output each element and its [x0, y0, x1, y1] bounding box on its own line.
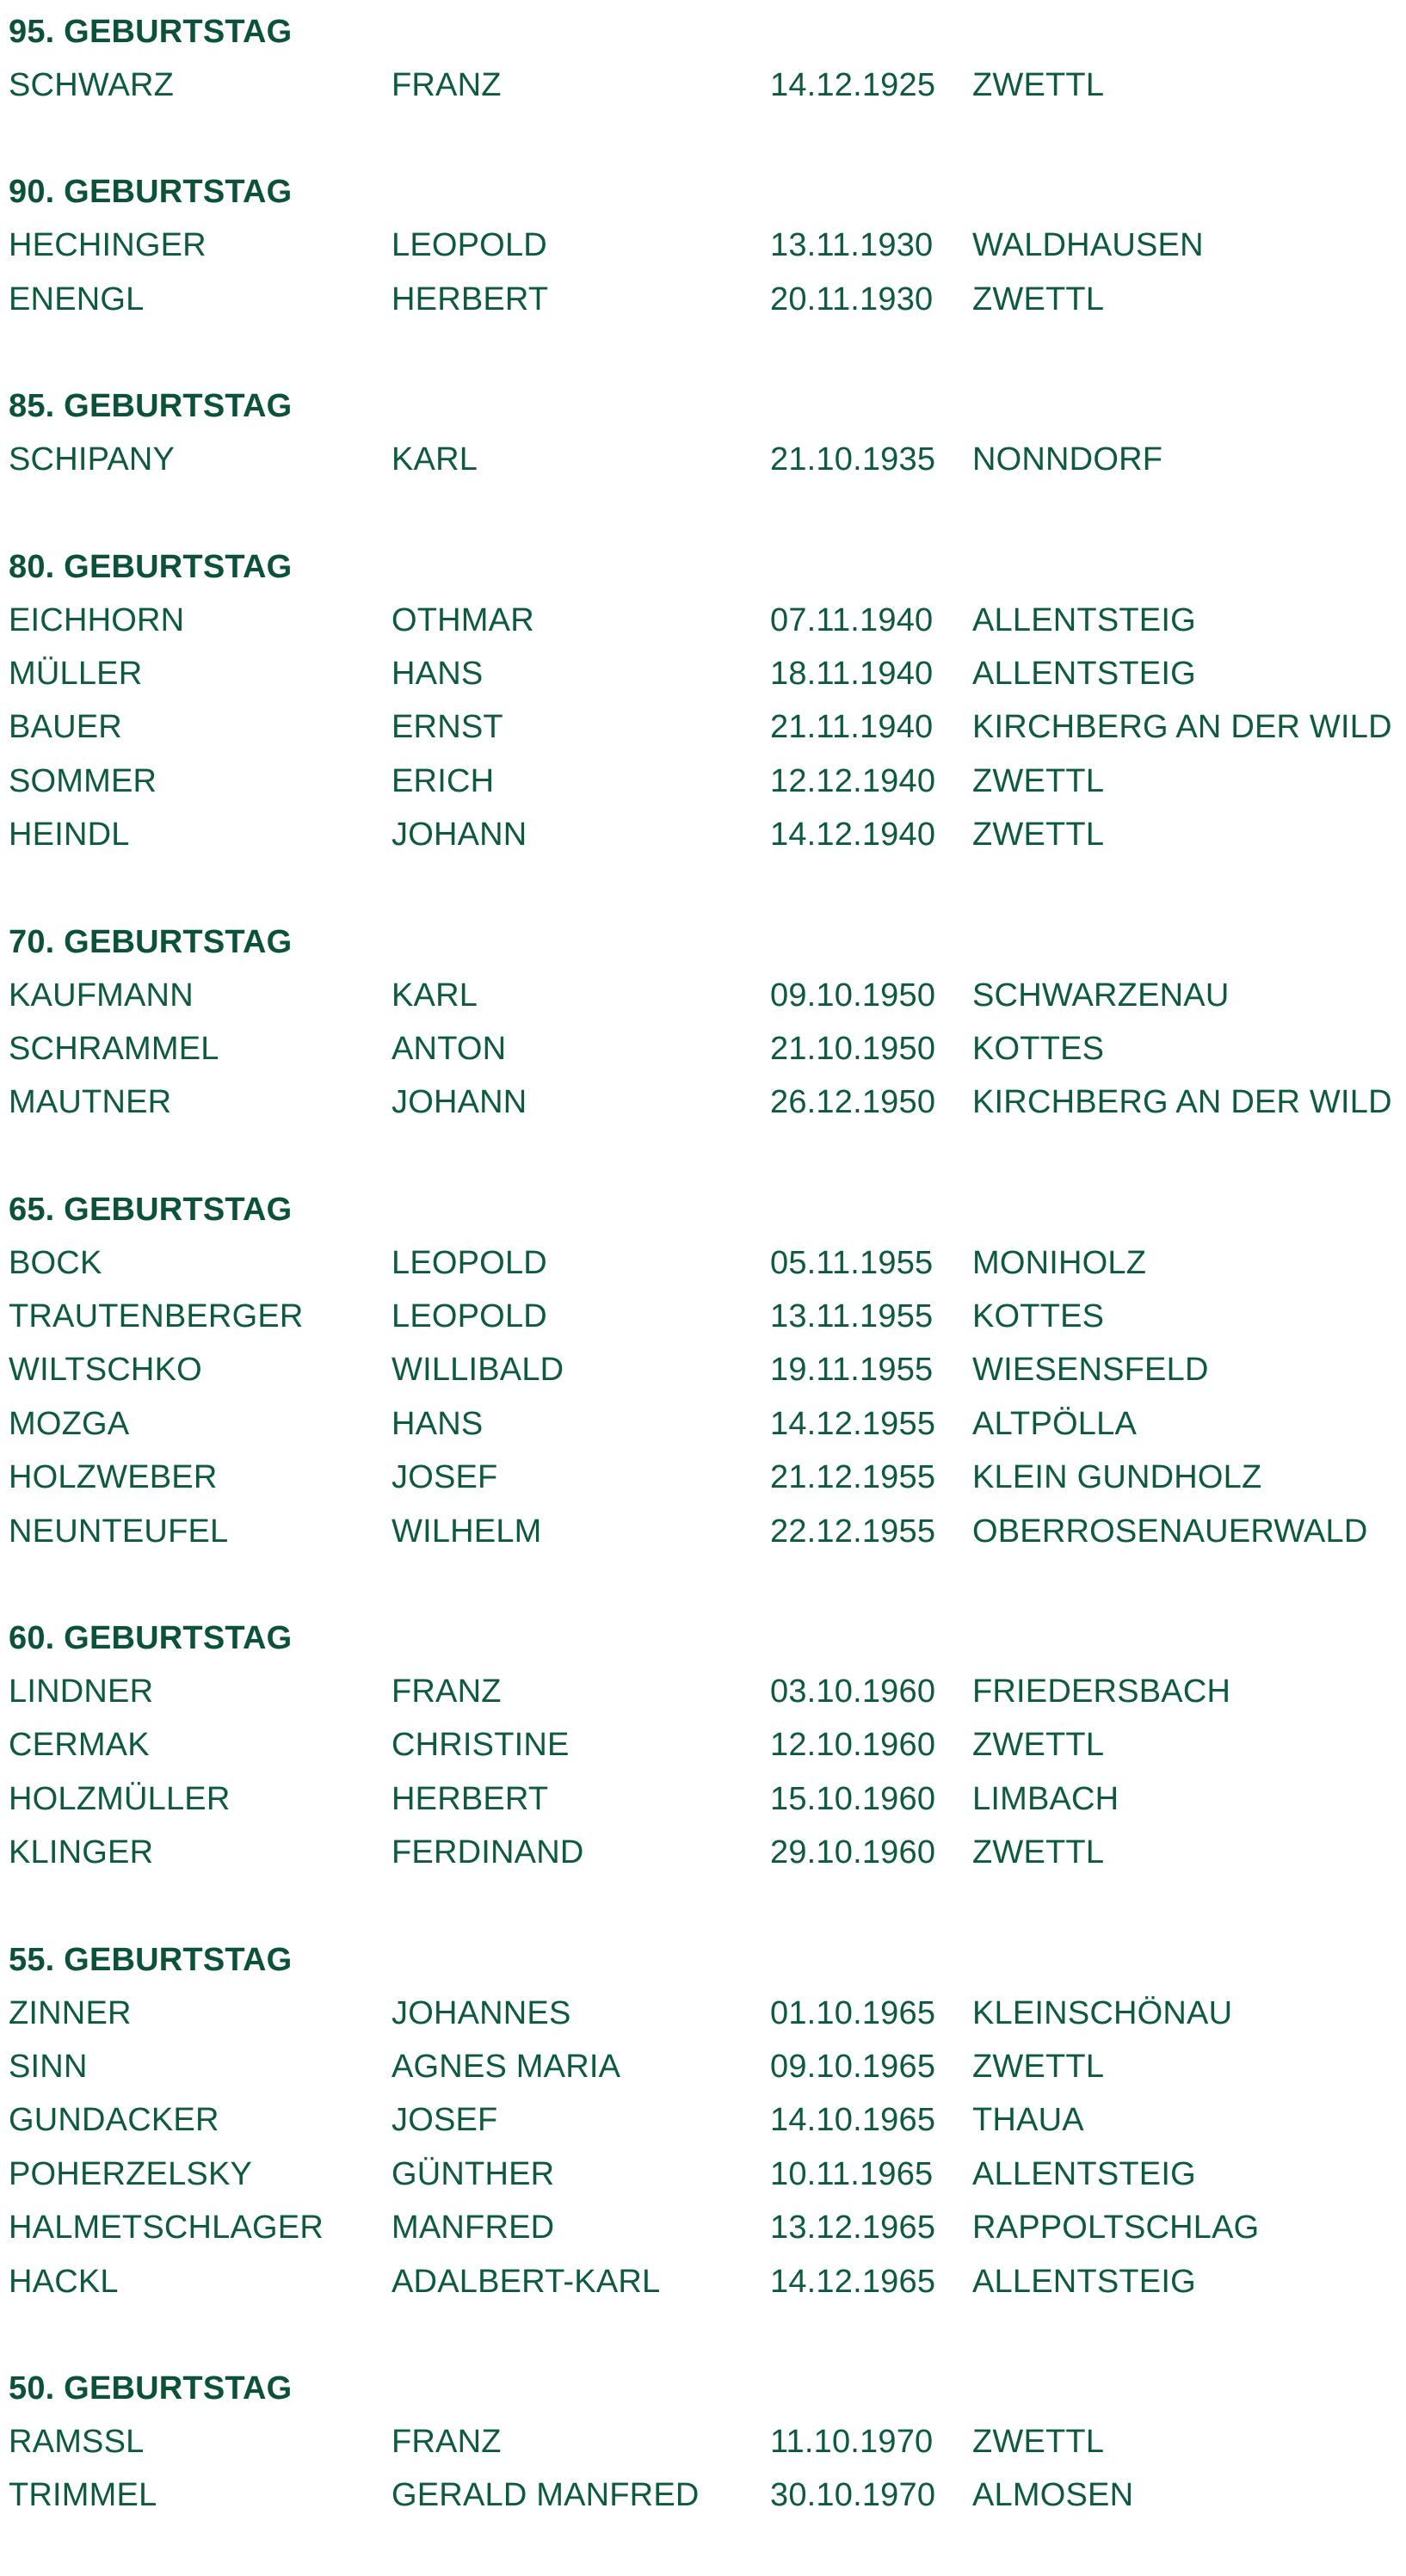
last-name: HECHINGER — [9, 227, 207, 264]
last-name: ENENGL — [9, 280, 145, 317]
person-row — [9, 2201, 1394, 2254]
person-row — [9, 2415, 1394, 2468]
person-row — [9, 1772, 1394, 1826]
last-name: BAUER — [9, 709, 122, 746]
birth-date: 13.11.1955 — [770, 1298, 934, 1335]
first-name: ANTON — [392, 1030, 507, 1067]
person-row — [9, 1451, 1394, 1504]
first-name: OTHMAR — [392, 601, 534, 638]
section-heading: 80. GEBURTSTAG — [9, 548, 293, 585]
person-row — [9, 2093, 1394, 2147]
birth-date: 12.10.1960 — [770, 1727, 936, 1764]
person-row — [9, 219, 1394, 272]
place-name: ALTPÖLLA — [972, 1405, 1137, 1442]
birth-date: 21.10.1950 — [770, 1030, 936, 1067]
birth-date: 18.11.1940 — [770, 655, 934, 692]
birth-date: 13.12.1965 — [770, 2209, 936, 2246]
first-name: WILHELM — [392, 1513, 542, 1550]
birthday-section — [9, 165, 1394, 326]
place-name: KIRCHBERG AN DER WILD — [972, 1084, 1392, 1121]
person-row — [9, 969, 1394, 1022]
place-name: LIMBACH — [972, 1780, 1119, 1817]
birth-date: 07.11.1940 — [770, 601, 934, 638]
person-row — [9, 1718, 1394, 1772]
first-name: LEOPOLD — [392, 1244, 547, 1281]
person-row — [9, 433, 1394, 486]
last-name: SINN — [9, 2048, 88, 2085]
birth-date: 13.11.1930 — [770, 227, 934, 264]
person-row — [9, 1075, 1394, 1129]
person-row — [9, 1665, 1394, 1718]
birth-date: 21.12.1955 — [770, 1459, 936, 1496]
last-name: CERMAK — [9, 1727, 150, 1764]
last-name: SCHIPANY — [9, 441, 176, 478]
place-name: ALLENTSTEIG — [972, 601, 1196, 638]
last-name: KLINGER — [9, 1834, 154, 1871]
birth-date: 10.11.1965 — [770, 2155, 934, 2192]
first-name: FRANZ — [392, 67, 502, 103]
first-name: CHRISTINE — [392, 1727, 570, 1764]
first-name: FERDINAND — [392, 1834, 584, 1871]
last-name: SOMMER — [9, 762, 157, 799]
birth-date: 14.10.1965 — [770, 2102, 936, 2139]
person-row — [9, 755, 1394, 808]
last-name: HOLZMÜLLER — [9, 1780, 231, 1817]
birthday-section — [9, 915, 1394, 1130]
person-row — [9, 700, 1394, 754]
last-name: WILTSCHKO — [9, 1352, 202, 1389]
last-name: HACKL — [9, 2263, 119, 2300]
place-name: RAPPOLTSCHLAG — [972, 2209, 1260, 2246]
first-name: HERBERT — [392, 1780, 549, 1817]
last-name: MAUTNER — [9, 1084, 172, 1121]
place-name: SCHWARZENAU — [972, 977, 1230, 1014]
birth-date: 01.10.1965 — [770, 1994, 936, 2031]
birthday-section — [9, 1933, 1394, 2308]
last-name: KAUFMANN — [9, 977, 194, 1014]
last-name: ZINNER — [9, 1994, 132, 2031]
place-name: ZWETTL — [972, 1727, 1105, 1764]
person-row — [9, 1987, 1394, 2040]
birth-date: 14.12.1955 — [770, 1405, 936, 1442]
place-name: ZWETTL — [972, 2423, 1105, 2460]
place-name: ZWETTL — [972, 67, 1105, 103]
first-name: AGNES MARIA — [392, 2048, 621, 2085]
birth-date: 14.12.1940 — [770, 817, 936, 854]
last-name: TRAUTENBERGER — [9, 1298, 304, 1335]
place-name: KLEIN GUNDHOLZ — [972, 1459, 1262, 1496]
person-row — [9, 1397, 1394, 1451]
section-heading: 95. GEBURTSTAG — [9, 14, 293, 50]
first-name: GERALD MANFRED — [392, 2477, 700, 2514]
first-name: JOSEF — [392, 2102, 498, 2139]
first-name: HANS — [392, 655, 484, 692]
first-name: KARL — [392, 441, 478, 478]
last-name: TRIMMEL — [9, 2477, 157, 2514]
first-name: ERNST — [392, 709, 503, 746]
birth-date: 29.10.1960 — [770, 1834, 936, 1871]
birth-date: 09.10.1965 — [770, 2048, 936, 2085]
last-name: HOLZWEBER — [9, 1459, 218, 1496]
first-name: JOHANNES — [392, 1994, 571, 2031]
last-name: SCHWARZ — [9, 67, 175, 103]
person-row — [9, 594, 1394, 647]
birthday-section — [9, 1183, 1394, 1558]
last-name: EICHHORN — [9, 601, 185, 638]
last-name: MOZGA — [9, 1405, 130, 1442]
section-heading: 60. GEBURTSTAG — [9, 1620, 293, 1657]
last-name: HEINDL — [9, 817, 130, 854]
person-row — [9, 1290, 1394, 1343]
section-heading: 65. GEBURTSTAG — [9, 1191, 293, 1228]
person-row — [9, 2040, 1394, 2093]
person-row — [9, 647, 1394, 700]
first-name: ADALBERT-KARL — [392, 2263, 661, 2300]
place-name: ZWETTL — [972, 280, 1105, 317]
birth-date: 11.10.1970 — [770, 2423, 934, 2460]
last-name: NEUNTEUFEL — [9, 1513, 229, 1550]
place-name: ALLENTSTEIG — [972, 655, 1196, 692]
section-heading: 55. GEBURTSTAG — [9, 1941, 293, 1978]
section-heading: 70. GEBURTSTAG — [9, 923, 293, 960]
birth-date: 15.10.1960 — [770, 1780, 936, 1817]
birthday-section — [9, 5, 1394, 112]
last-name: SCHRAMMEL — [9, 1030, 219, 1067]
birthday-section — [9, 2362, 1394, 2523]
birthday-section — [9, 540, 1394, 862]
first-name: WILLIBALD — [392, 1352, 564, 1389]
first-name: HERBERT — [392, 280, 549, 317]
place-name: KIRCHBERG AN DER WILD — [972, 709, 1392, 746]
person-row — [9, 808, 1394, 861]
birth-date: 03.10.1960 — [770, 1673, 936, 1710]
last-name: POHERZELSKY — [9, 2155, 253, 2192]
first-name: ERICH — [392, 762, 495, 799]
birth-date: 30.10.1970 — [770, 2477, 936, 2514]
birth-date: 26.12.1950 — [770, 1084, 936, 1121]
person-row — [9, 2148, 1394, 2201]
place-name: ZWETTL — [972, 762, 1105, 799]
first-name: JOSEF — [392, 1459, 498, 1496]
place-name: KOTTES — [972, 1298, 1105, 1335]
last-name: BOCK — [9, 1244, 102, 1281]
first-name: HANS — [392, 1405, 484, 1442]
birth-date: 14.12.1965 — [770, 2263, 936, 2300]
place-name: KLEINSCHÖNAU — [972, 1994, 1233, 2031]
person-row — [9, 1343, 1394, 1396]
place-name: ZWETTL — [972, 817, 1105, 854]
section-heading: 90. GEBURTSTAG — [9, 174, 293, 211]
section-heading: 85. GEBURTSTAG — [9, 388, 293, 425]
birthday-section — [9, 1612, 1394, 1880]
person-row — [9, 1022, 1394, 1075]
last-name: GUNDACKER — [9, 2102, 219, 2139]
first-name: MANFRED — [392, 2209, 555, 2246]
place-name: FRIEDERSBACH — [972, 1673, 1231, 1710]
last-name: LINDNER — [9, 1673, 154, 1710]
birth-date: 05.11.1955 — [770, 1244, 934, 1281]
birth-date: 21.10.1935 — [770, 441, 936, 478]
first-name: LEOPOLD — [392, 1298, 547, 1335]
person-row — [9, 1826, 1394, 1879]
place-name: ALMOSEN — [972, 2477, 1134, 2514]
last-name: MÜLLER — [9, 655, 143, 692]
first-name: KARL — [392, 977, 478, 1014]
first-name: JOHANN — [392, 817, 527, 854]
birthday-list — [9, 5, 1394, 2576]
first-name: FRANZ — [392, 1673, 502, 1710]
place-name: THAUA — [972, 2102, 1084, 2139]
first-name: GÜNTHER — [392, 2155, 555, 2192]
first-name: FRANZ — [392, 2423, 502, 2460]
place-name: MONIHOLZ — [972, 1244, 1147, 1281]
person-row — [9, 2468, 1394, 2522]
place-name: NONNDORF — [972, 441, 1163, 478]
birth-date: 20.11.1930 — [770, 280, 934, 317]
person-row — [9, 1236, 1394, 1290]
place-name: WALDHAUSEN — [972, 227, 1204, 264]
person-row — [9, 2255, 1394, 2308]
place-name: WIESENSFELD — [972, 1352, 1209, 1389]
place-name: ZWETTL — [972, 1834, 1105, 1871]
birthday-section — [9, 379, 1394, 486]
place-name: OBERROSENAUERWALD — [972, 1513, 1368, 1550]
place-name: ZWETTL — [972, 2048, 1105, 2085]
person-row — [9, 273, 1394, 326]
last-name: HALMETSCHLAGER — [9, 2209, 324, 2246]
birth-date: 19.11.1955 — [770, 1352, 934, 1389]
birth-date: 22.12.1955 — [770, 1513, 936, 1550]
place-name: ALLENTSTEIG — [972, 2263, 1196, 2300]
first-name: LEOPOLD — [392, 227, 547, 264]
person-row — [9, 59, 1394, 112]
person-row — [9, 1505, 1394, 1558]
place-name: ALLENTSTEIG — [972, 2155, 1196, 2192]
birth-date: 12.12.1940 — [770, 762, 936, 799]
birth-date: 21.11.1940 — [770, 709, 934, 746]
place-name: KOTTES — [972, 1030, 1105, 1067]
first-name: JOHANN — [392, 1084, 527, 1121]
birth-date: 14.12.1925 — [770, 67, 936, 103]
birth-date: 09.10.1950 — [770, 977, 936, 1014]
section-heading: 50. GEBURTSTAG — [9, 2370, 293, 2407]
last-name: RAMSSL — [9, 2423, 145, 2460]
